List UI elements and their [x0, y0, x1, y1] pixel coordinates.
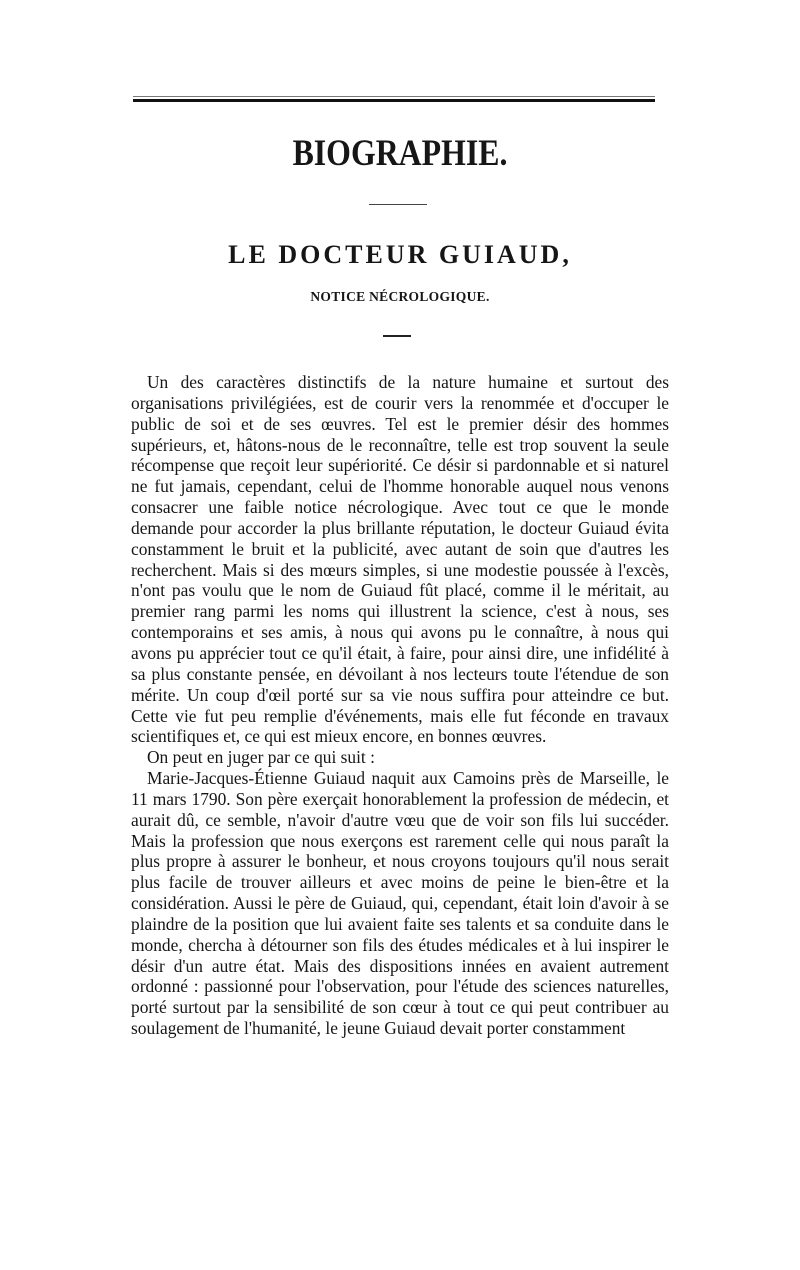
article-title: LE DOCTEUR GUIAUD,: [228, 240, 572, 269]
subtitle-separator: [383, 335, 411, 337]
paragraph-1: Un des caractères distinctifs de la nature humaine et surtout des organisations privilégiées, est de courir vers la renommée et d'occuper le public de soi et de ses œuvres. Tel est le premier désir des hommes supérieurs, et, hâtons-nous de le reconnaître, telle est trop souvent la seule récompense que reçoit leur supériorité. Ce désir si pardonnable et si naturel ne fut jamais, cependant, celui de l'homme honorable auquel nous venons consacrer une faible notice nécrologique. Avec tout ce que le monde demande pour accorder la plus brillante réputation, le docteur Guiaud évita constamment le bruit et la publicité, avec autant de soin que d'autres les recherchent. Mais si des mœurs simples, si une modestie poussée à l'excès, n'ont pas voulu que le nom de Guiaud fût placé, comme il le méritait, au premier rang parmi les noms qui illustrent la science, c'est à nous, ses contemporains et ses amis, à nous qui avons pu le connaître, à nous qui avons pu apprécier tout ce qu'il était, à faire, pour ainsi dire, une infidélité à sa plus constante pensée, en dévoilant à nos lecteurs toute l'étendue de son mérite. Un coup d'œil porté sur sa vie nous suffira pour atteindre ce but. Cette vie fut peu remplie d'événements, mais elle fut féconde en travaux scientifiques et, ce qui est mieux encore, en bonnes œuvres.: [131, 372, 669, 747]
article-subtitle: NOTICE NÉCROLOGIQUE.: [310, 289, 490, 304]
paragraph-2: On peut en juger par ce qui suit :: [147, 747, 375, 768]
paragraph-3: Marie-Jacques-Étienne Guiaud naquit aux Camoins près de Marseille, le 11 mars 1790. Son père exerçait honorablement la profession de médecin, et aurait dû, ce semble, n'avoir d'autre vœu que de voir son fils lui succéder. Mais la profession que nous exerçons est rarement celle qui nous paraît la plus propre à assurer le bonheur, et nous croyons toujours qu'il nous serait plus facile de trouver ailleurs et avec moins de peine le bien-être et la considération. Aussi le père de Guiaud, qui, cependant, était loin d'avoir à se plaindre de la position que lui avaient faite ses talents et sa conduite dans le monde, chercha à détourner son fils des études médicales et à lui inspirer le désir d'un autre état. Mais des dispositions innées en avaient autrement ordonné : passionné pour l'observation, pour l'étude des sciences naturelles, porté surtout par la sensibilité de son cœur à tout ce qui peut contribuer au soulagement de l'humanité, le jeune Guiaud devait porter constamment: [131, 768, 669, 1039]
title-separator: [369, 204, 427, 205]
article-body: [131, 372, 669, 1039]
section-title: BIOGRAPHIE.: [292, 133, 508, 174]
header-rule-thin: [133, 96, 655, 97]
header-rule-thick: [133, 99, 655, 102]
